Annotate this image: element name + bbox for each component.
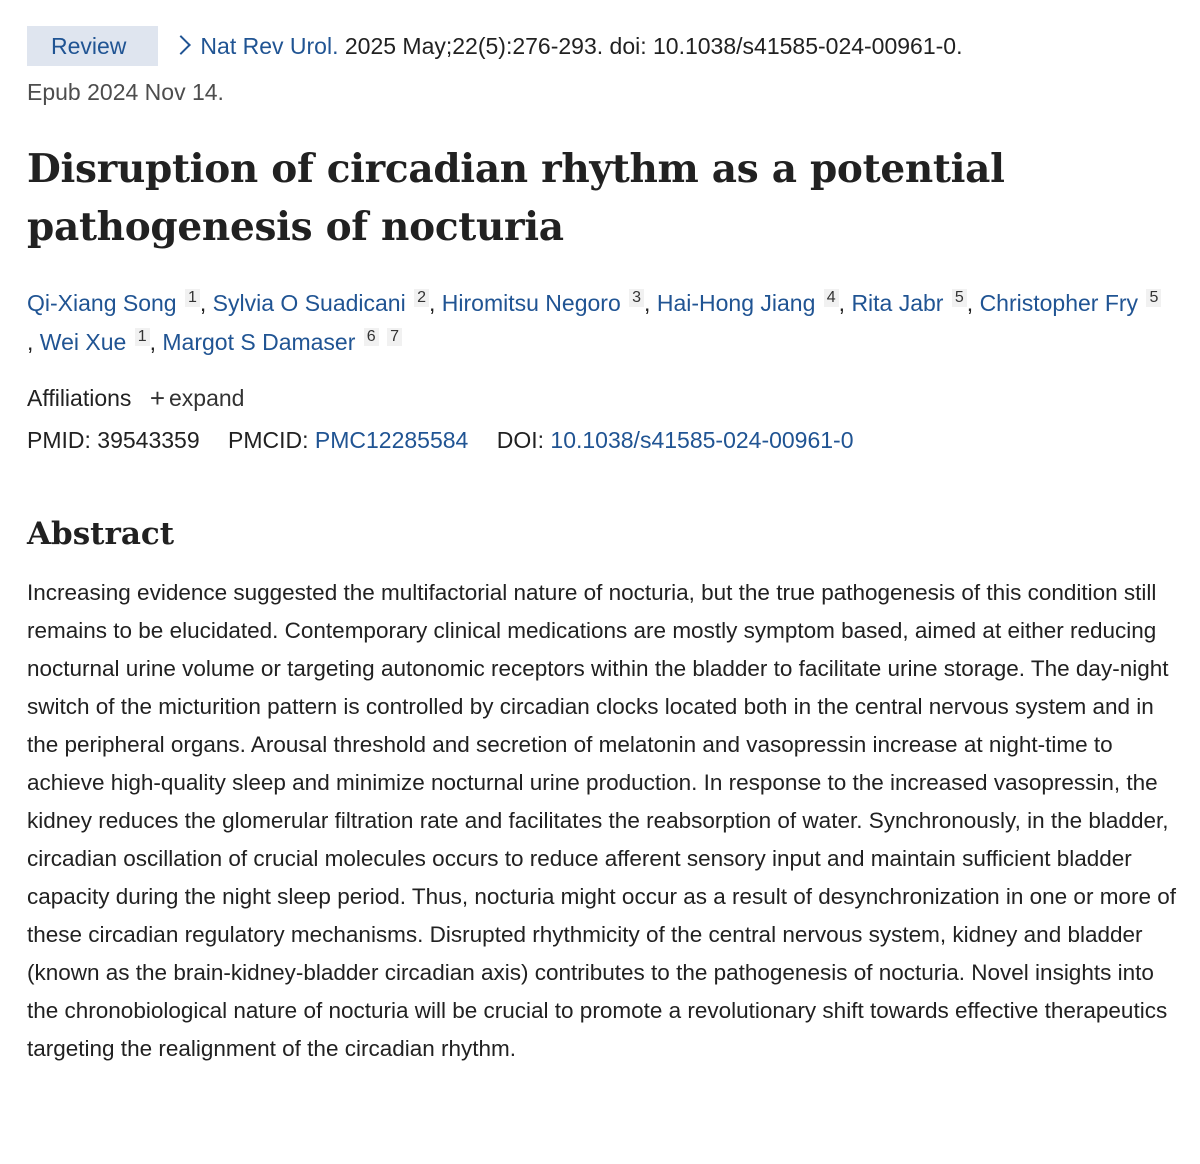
affiliations-expand-button[interactable] — [150, 385, 245, 411]
author-separator: , — [644, 290, 657, 316]
abstract-heading: Abstract — [27, 516, 175, 552]
affiliation-number[interactable]: 4 — [824, 289, 839, 307]
citation-line — [27, 26, 1187, 66]
author-separator: , — [199, 290, 213, 316]
author-link[interactable]: Margot S Damaser — [162, 329, 356, 355]
author-link[interactable]: Hai-Hong Jiang — [656, 290, 816, 316]
publication-type-badge[interactable]: Review — [27, 26, 158, 66]
identifiers-row — [27, 424, 854, 456]
author-separator: , — [149, 329, 163, 355]
author-link[interactable]: Qi-Xiang Song — [27, 290, 177, 316]
plus-icon: + — [149, 383, 165, 413]
affiliation-number[interactable]: 5 — [1146, 289, 1161, 307]
author-link[interactable]: Rita Jabr — [851, 290, 944, 316]
author-separator: , — [838, 290, 852, 316]
expand-label: expand — [169, 385, 245, 411]
journal-link[interactable]: Nat Rev Urol. — [200, 33, 339, 59]
pmid-value: 39543359 — [97, 427, 200, 453]
abstract-text: Increasing evidence suggested the multifactorial nature of nocturia, but the true pathogenesis of this condition still remains to be elucidated. Contemporary clinical medications are mostly symptom based, aimed at either reducing nocturnal urine volume or targeting autonomic receptors within the bladder to facilitate urine storage. The day-night switch of the micturition pattern is controlled by circadian clocks located both in the central nervous system and in the peripheral organs. Arousal threshold and secretion of melatonin and vasopressin increase at night-time to achieve high-quality sleep and minimize nocturnal urine production. In response to the increased vasopressin, the kidney reduces the glomerular filtration rate and facilitates the reabsorption of water. Synchronously, in the bladder, circadian oscillation of crucial molecules occurs to reduce afferent sensory input and maintain sufficient bladder capacity during the night sleep period. Thus, nocturia might occur as a result of desynchronization in one or more of these circadian regulatory mechanisms. Disrupted rhythmicity of the central nervous system, kidney and bladder (known as the brain-kidney-bladder circadian axis) contributes to the pathogenesis of nocturia. Novel insights into the chronobiological nature of nocturia will be crucial to promote a revolutionary shift towards effective therapeutics targeting the realignment of the circadian rhythm. — [27, 580, 1176, 1061]
citation-details: 2025 May;22(5):276-293. doi: 10.1038/s41585-024-00961-0. — [338, 33, 963, 59]
affiliation-number[interactable]: 1 — [135, 328, 150, 346]
affiliation-number[interactable]: 5 — [952, 289, 967, 307]
author-link[interactable]: Sylvia O Suadicani — [212, 290, 406, 316]
article-title: Disruption of circadian rhythm as a potential pathogenesis of nocturia — [27, 146, 1005, 250]
affiliation-number[interactable]: 1 — [185, 289, 200, 307]
pmcid-label: PMCID: — [228, 427, 309, 453]
pmid-label: PMID: — [27, 427, 91, 453]
affiliation-number[interactable]: 3 — [629, 289, 644, 307]
affiliations-row — [27, 382, 244, 414]
affiliation-number[interactable]: 2 — [414, 289, 429, 307]
author-separator: , — [966, 290, 980, 316]
pmcid-link[interactable]: PMC12285584 — [314, 427, 469, 453]
author-link[interactable]: Wei Xue — [39, 329, 127, 355]
author-link[interactable]: Christopher Fry — [979, 290, 1139, 316]
affiliation-number[interactable]: 7 — [387, 328, 402, 346]
author-separator: , — [27, 329, 40, 355]
epub-date: Epub 2024 Nov 14. — [27, 79, 224, 105]
chevron-right-icon[interactable] — [172, 35, 192, 55]
author-list — [27, 284, 1167, 362]
doi-label: DOI: — [496, 427, 545, 453]
author-link[interactable]: Hiromitsu Negoro — [441, 290, 621, 316]
doi-link[interactable]: 10.1038/s41585-024-00961-0 — [550, 427, 854, 453]
affiliation-number[interactable]: 6 — [364, 328, 379, 346]
author-separator: , — [429, 290, 442, 316]
affiliations-label: Affiliations — [27, 385, 132, 411]
